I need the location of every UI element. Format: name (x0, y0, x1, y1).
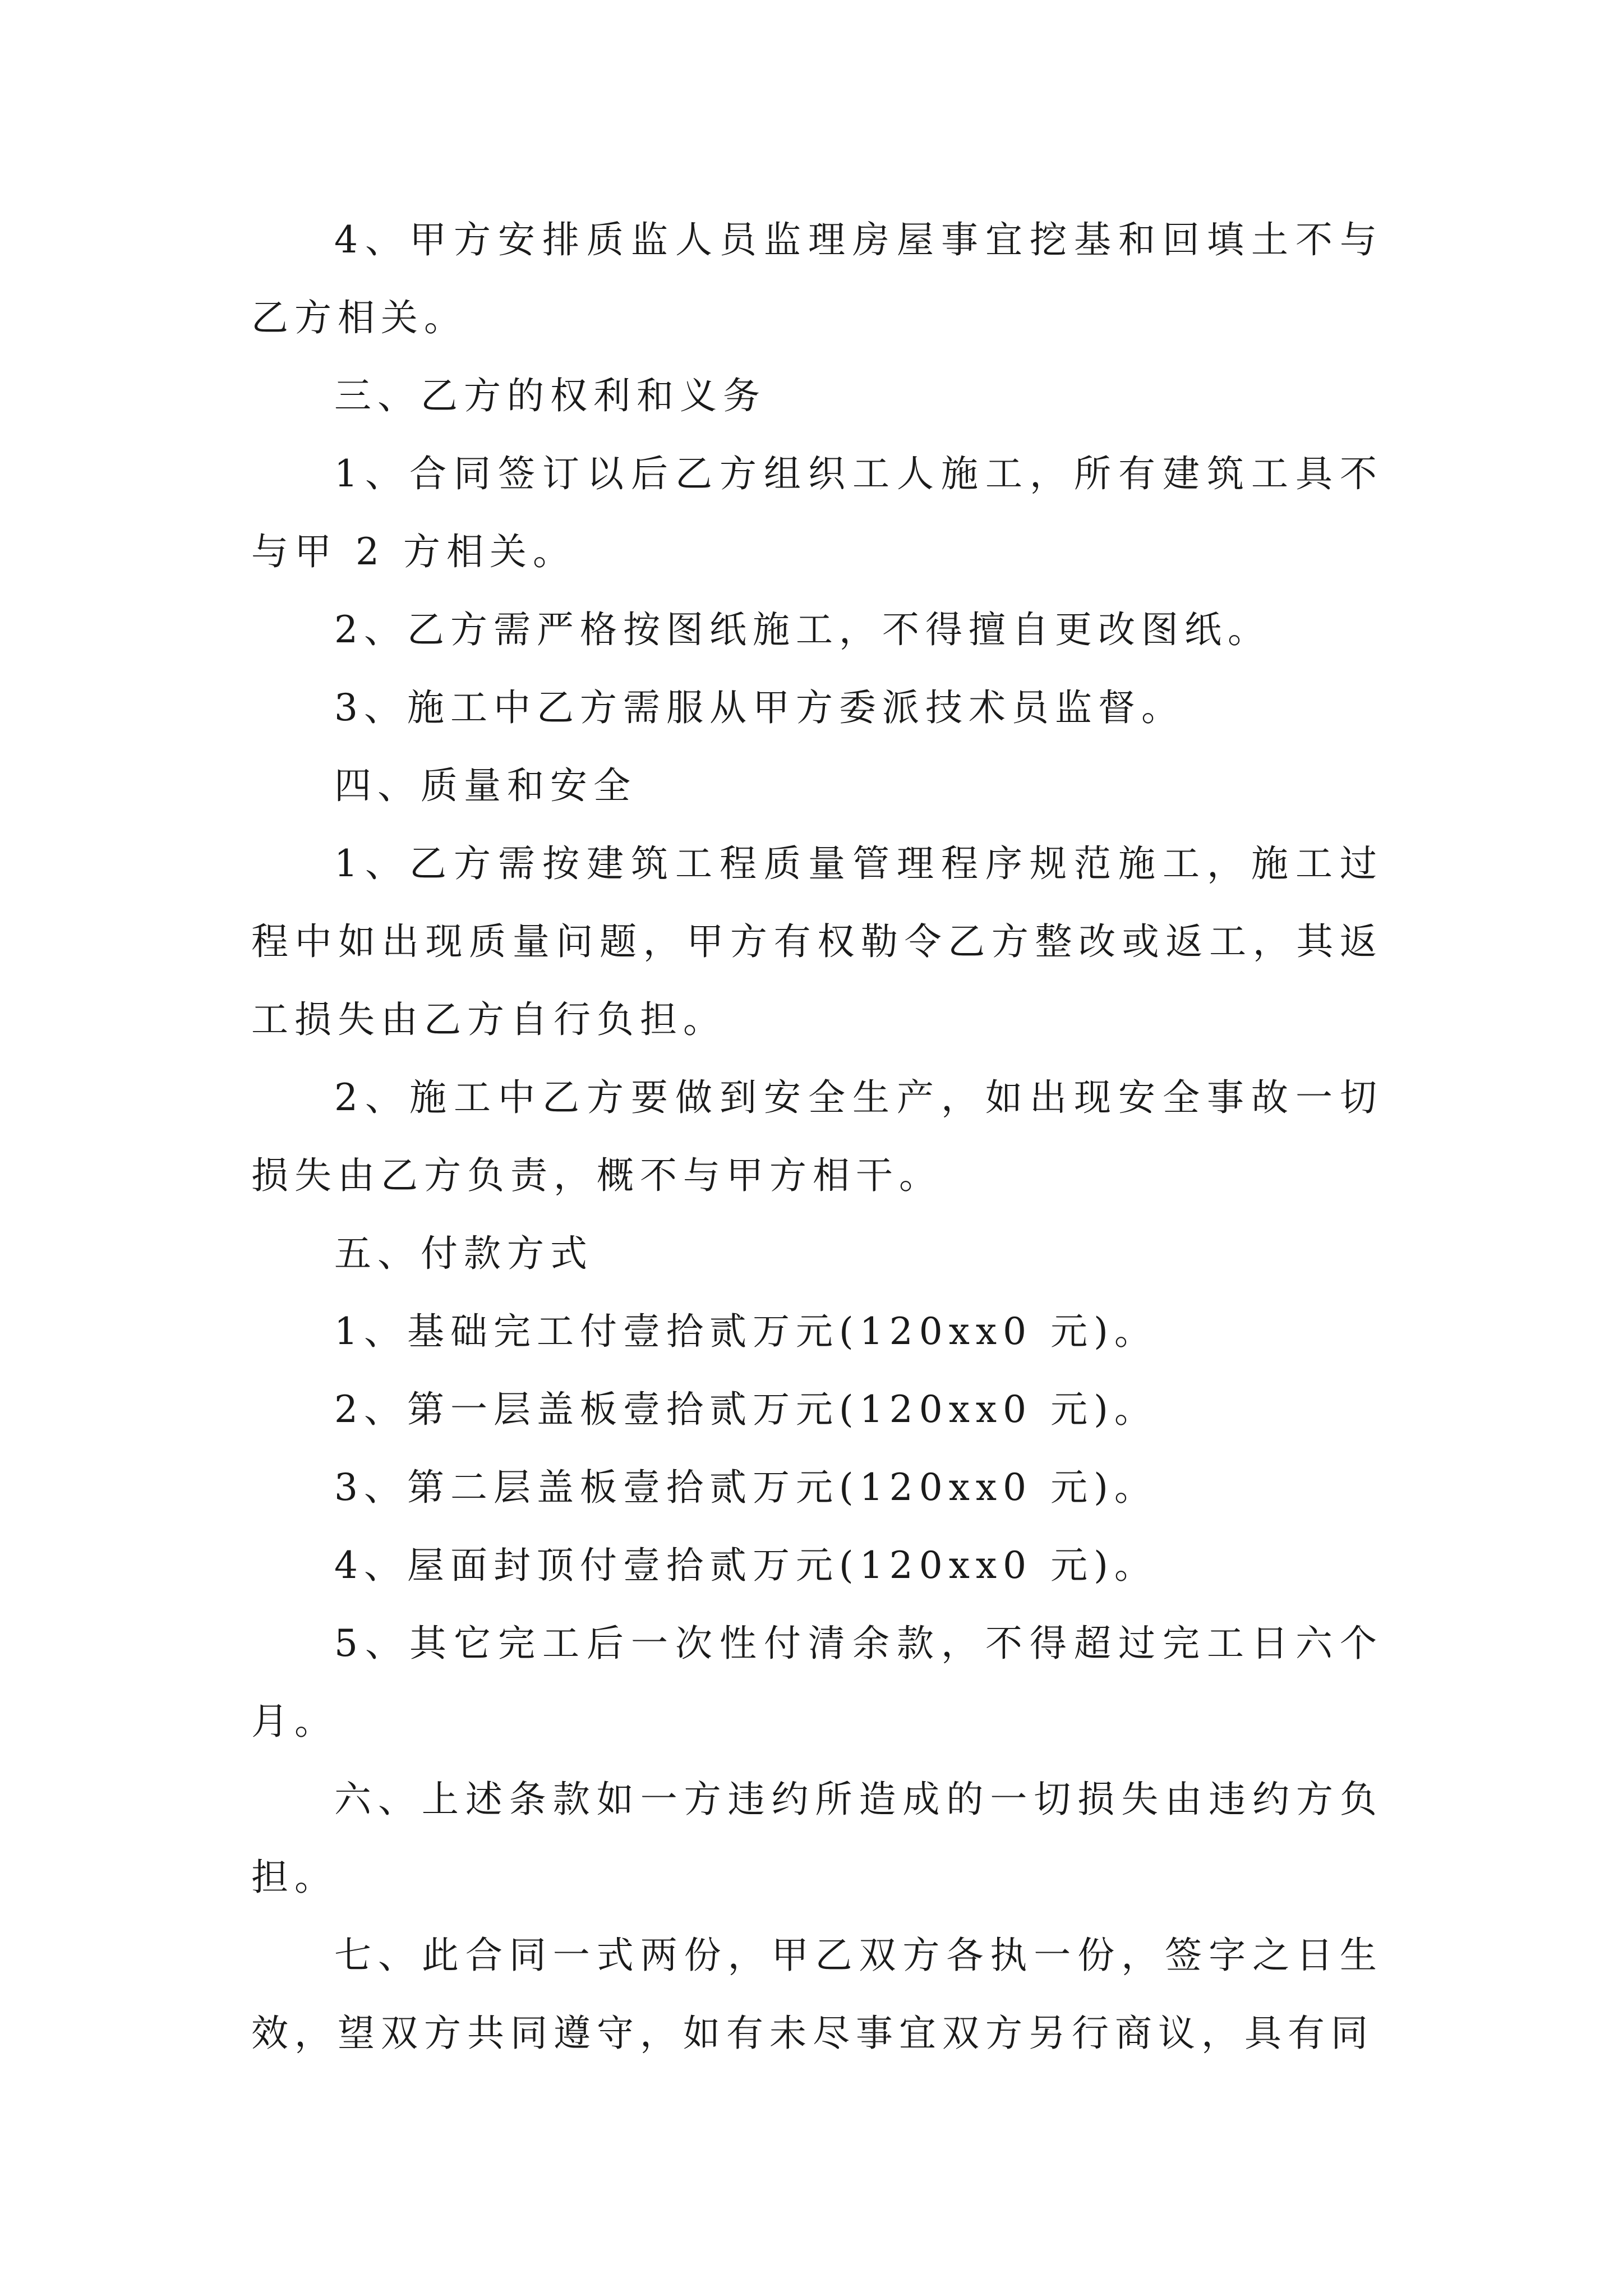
section-5-heading: 五、付款方式 (334, 1232, 593, 1275)
payment-item-5: 5、其它完工后一次性付清余款，不得超过完工日六个月。 (251, 1622, 1383, 1743)
clause-4-1: 1、乙方需按建筑工程质量管理程序规范施工，施工过程中如出现质量问题，甲方有权勒令乙方整改或返工，其返工损失由乙方自行负担。 (251, 842, 1383, 1041)
clause-3-3: 3、施工中乙方需服从甲方委派技术员监督。 (334, 686, 1184, 729)
clause-3-1: 1、合同签订以后乙方组织工人施工，所有建筑工具不与甲 2 方相关。 (251, 452, 1383, 573)
document-body (251, 201, 1383, 2072)
payment-item-2: 2、第一层盖板壹拾贰万元(120xx0 元)。 (334, 1388, 1158, 1431)
clause-4-supervision: 4、甲方安排质监人员监理房屋事宜挖基和回填土不与乙方相关。 (251, 218, 1383, 339)
section-7-clause: 七、此合同一式两份，甲乙双方各执一份，签字之日生效，望双方共同遵守，如有未尽事宜双方另行商议，具有同 (251, 1934, 1383, 2055)
payment-item-3: 3、第二层盖板壹拾贰万元(120xx0 元)。 (334, 1466, 1158, 1509)
section-3-heading: 三、乙方的权利和义务 (334, 374, 766, 417)
payment-item-1: 1、基础完工付壹拾贰万元(120xx0 元)。 (334, 1310, 1158, 1353)
clause-4-2: 2、施工中乙方要做到安全生产，如出现安全事故一切损失由乙方负责，概不与甲方相干。 (251, 1076, 1383, 1197)
section-4-heading: 四、质量和安全 (334, 764, 637, 807)
section-6-clause: 六、上述条款如一方违约所造成的一切损失由违约方负担。 (251, 1778, 1383, 1899)
payment-item-4: 4、屋面封顶付壹拾贰万元(120xx0 元)。 (334, 1544, 1158, 1587)
clause-3-2: 2、乙方需严格按图纸施工，不得擅自更改图纸。 (334, 608, 1271, 651)
